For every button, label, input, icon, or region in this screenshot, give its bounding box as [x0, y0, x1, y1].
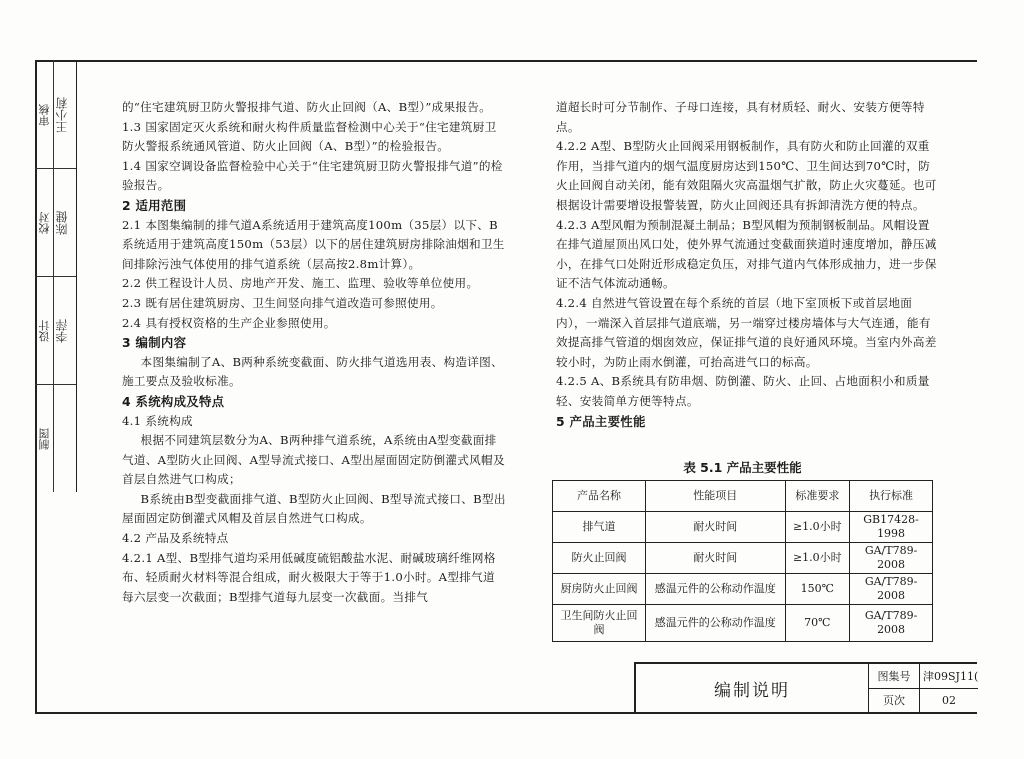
page-number-row	[869, 688, 978, 712]
title-block-grid	[868, 664, 978, 712]
page-number-label: 页次	[869, 688, 920, 712]
sidebar-label: 校对	[38, 212, 51, 234]
table-row	[553, 605, 933, 642]
section-heading: 5 产品主要性能	[556, 413, 646, 429]
right-text-column	[556, 98, 940, 431]
paragraph: 2.4 具有授权资格的生产企业参照使用。	[122, 315, 336, 330]
paragraph: 4.2.3 A型风帽为预制混凝土制品；B型风帽为预制钢板制品。风帽设置在排气道屋顶出风口处，使外界气流通过变截面狭道时速度增加，静压减小，在排气口处附近形成稳定负压，对排气道内气体形成抽力，进一步保证不洁气体流动通畅。	[556, 217, 937, 291]
sidebar-label: 审核	[38, 104, 51, 126]
performance-table	[552, 480, 933, 642]
atlas-number-value: 津09SJ11(	[923, 670, 979, 683]
sidebar-cell-review	[35, 60, 76, 169]
paragraph: 4.2.2 A型、B型防火止回阀采用钢板制作，具有防火和防止回灌的双重作用，当排气道内的烟气温度厨房达到150℃、卫生间达到70℃时，防火止回阀自动关闭，能有效阻隔火灾高温烟气扩散，防止火灾蔓延。也可根据设计需要增设报警装置，防火止回阀还具有拆卸清洗方便的特点。	[556, 139, 937, 212]
paragraph: 2.2 供工程设计人员、房地产开发、施工、监理、验收等单位使用。	[122, 276, 479, 291]
table-cell: ≥1.0小时	[785, 543, 850, 574]
section-heading: 3 编制内容	[122, 335, 187, 351]
atlas-number-row	[869, 664, 978, 689]
section-heading: 2 适用范围	[122, 197, 187, 213]
paragraph: 本图集编制了A、B两种系统变截面、防火排气道选用表、构造详图、施工要点及验收标准。	[122, 354, 503, 389]
sidebar-cell-draft	[35, 384, 76, 492]
table-cell: 感温元件的公称动作温度	[645, 574, 785, 605]
sidebar-signature: 李萍	[55, 319, 69, 343]
table-row	[553, 512, 933, 543]
table-cell: 厨房防火止回阀	[553, 574, 646, 605]
sidebar-label: 制图	[38, 428, 51, 450]
table-cell: GA/T789-2008	[850, 574, 933, 605]
header-cell: 性能项目	[645, 481, 785, 512]
paragraph: 根据不同建筑层数分为A、B两种排气道系统，A系统由A型变截面排气道、A型防火止回阀、A型导流式接口、A型出屋面固定防倒灌式风帽及首层自然进气口构成；	[122, 433, 505, 487]
approval-sidebar	[35, 60, 77, 492]
header-cell: 产品名称	[553, 481, 646, 512]
paragraph: B系统由B型变截面排气道、B型防火止回阀、B型导流式接口、B型出屋面固定防倒灌式风帽及首层自然进气口构成。	[122, 491, 506, 526]
sidebar-signature: 陈健	[55, 211, 69, 235]
header-cell: 标准要求	[785, 481, 850, 512]
section-heading: 4 系统构成及特点	[122, 393, 225, 409]
paragraph: 1.3 国家固定灭火系统和耐火构件质量监督检测中心关于“住宅建筑厨卫防火警报系统通风管道、防火止回阀（A、B型）”的检验报告。	[122, 119, 497, 154]
table-cell: ≥1.0小时	[785, 512, 850, 543]
paragraph: 的“住宅建筑厨卫防火警报排气道、防火止回阀（A、B型）”成果报告。	[122, 100, 492, 114]
table-caption: 表 5.1 产品主要性能	[683, 460, 802, 475]
sidebar-signature: 王小莉	[55, 97, 69, 133]
title-block	[634, 662, 977, 712]
paragraph: 道超长时可分节制作、子母口连接，具有材质轻、耐火、安装方便等特点。	[556, 100, 925, 134]
paragraph: 4.2.5 A、B系统具有防串烟、防倒灌、防火、止回、占地面积小和质量轻、安装简单方便等特点。	[556, 374, 930, 408]
page-number-value: 02	[942, 693, 956, 707]
paragraph: 4.2.4 自然进气管设置在每个系统的首层（地下室顶板下或首层地面内），一端深入首层排气道底端，另一端穿过楼房墙体与大气连通，能有效提高排气管道的烟囱效应，保证排气道的良好通风环境。当室内外高差较小时，为防止雨水倒灌，可抬高进气口的标高。	[556, 295, 937, 369]
sidebar-label: 设计	[38, 320, 51, 342]
table-cell: 耐火时间	[645, 543, 785, 574]
paragraph: 2.3 既有居住建筑厨房、卫生间竖向排气道改造可参照使用。	[122, 295, 443, 310]
atlas-number-label: 图集号	[869, 664, 920, 688]
table-cell: GA/T789-2008	[850, 605, 933, 642]
left-text-column	[122, 98, 506, 607]
table-row	[553, 574, 933, 605]
paragraph: 4.2 产品及系统特点	[122, 531, 229, 546]
drawing-title: 编制说明	[714, 680, 790, 701]
table-cell: GB17428-1998	[850, 512, 933, 543]
table-cell: GA/T789-2008	[850, 543, 933, 574]
sidebar-cell-check	[35, 168, 76, 277]
table-cell: 防火止回阀	[553, 543, 646, 574]
table-cell: 感温元件的公称动作温度	[645, 605, 785, 642]
table-cell: 150℃	[785, 574, 850, 605]
table-header-row	[553, 481, 933, 512]
table-cell: 耐火时间	[645, 512, 785, 543]
paragraph: 4.1 系统构成	[122, 413, 193, 428]
sidebar-cell-design	[35, 276, 76, 385]
paragraph: 4.2.1 A型、B型排气道均采用低碱度硫铝酸盐水泥、耐碱玻璃纤维网格布、轻质耐火材料等混合组成，耐火极限大于等于1.0小时。A型排气道每六层变一次截面；B型排气道每九层变一次截面。当排气	[122, 550, 496, 604]
header-cell: 执行标准	[850, 481, 933, 512]
table-row	[553, 543, 933, 574]
table-cell: 卫生间防火止回阀	[553, 605, 646, 642]
paragraph: 1.4 国家空调设备监督检验中心关于“住宅建筑厨卫防火警报排气道”的检验报告。	[122, 158, 503, 193]
table-cell: 70℃	[785, 605, 850, 642]
paragraph: 2.1 本图集编制的排气道A系统适用于建筑高度100m（35层）以下、B系统适用于建筑高度150m（53层）以下的居住建筑厨房排除油烟和卫生间排除污浊气体使用的排气道系统（层高按2.8m计算）。	[122, 217, 505, 271]
sidebar-signature	[55, 404, 73, 474]
table-cell: 排气道	[553, 512, 646, 543]
